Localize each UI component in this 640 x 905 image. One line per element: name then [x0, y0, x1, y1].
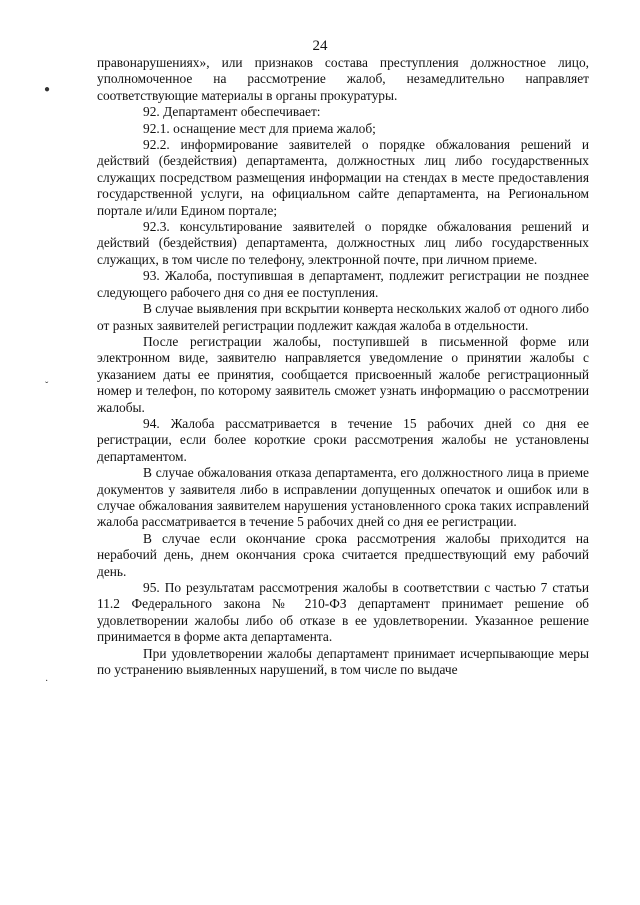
paragraph-92-1: 92.1. оснащение мест для приема жалоб;	[143, 120, 376, 136]
paragraph-continuation: правонарушениях», или признаков состава преступления должностное лицо, уполномоченное на рассмотрение жалоб, незамедлительно направляет соответствующие материалы в органы прокуратуры.	[97, 55, 589, 103]
paragraph-93-notification: После регистрации жалобы, поступившей в письменной форме или электронном виде, заявителю направляется уведомление о принятии жалобы с указанием даты ее принятия, сообщается присвоенный жалобе регистрационный номер и телефон, по которому заявитель сможет узнать информацию о рассмотрении жалобы.	[97, 333, 589, 415]
paragraph-93-multiple-complaints: В случае выявления при вскрытии конверта нескольких жалоб от одного либо от разных заявителей регистрации подлежит каждая жалоба в отдельности.	[97, 301, 589, 333]
scan-dot-mark: ·	[45, 676, 49, 687]
paragraph-92-2: 92.2. информирование заявителей о порядке обжалования решений и действий (бездействия) департамента, должностных лиц либо государственных служащих посредством размещения информации на стендах в месте предоставления государственной услуги, на официальном сайте департамента, на Региональном портале и/или Едином портале;	[97, 137, 589, 218]
paragraph-95-satisfaction: При удовлетворении жалобы департамент принимает исчерпывающие меры по устранению выявленных нарушений, в том числе по выдаче	[97, 645, 589, 678]
document-body	[97, 55, 589, 678]
paragraph-94-nonworking-day: В случае если окончание срока рассмотрения жалобы приходится на нерабочий день, днем окончания срока считается предшествующий ему рабочий день.	[97, 530, 589, 579]
paragraph-92-3: 92.3. консультирование заявителей о порядке обжалования решений и действий (бездействия) департамента, должностных лиц либо государственных служащих, в том числе по телефону, электронной почте, при личном приеме.	[97, 219, 589, 267]
paragraph-95: 95. По результатам рассмотрения жалобы в соответствии с частью 7 статьи 11.2 Федерального закона № 210-ФЗ департамент принимает решение об удовлетворении жалобы либо об отказе в ее удовлетворении. Указанное решение принимается в форме акта департамента.	[97, 580, 589, 645]
page-number: 24	[312, 38, 328, 54]
paragraph-93: 93. Жалоба, поступившая в департамент, подлежит регистрации не позднее следующего рабочего дня со дня ее поступления.	[97, 268, 589, 300]
paragraph-94-refusal: В случае обжалования отказа департамента, его должностного лица в приеме документов у заявителя либо в исправлении допущенных опечаток и ошибок или в случае обжалования заявителем нарушения установленного срока таких исправлений жалоба рассматривается в течение 5 рабочих дней со дня ее регистрации.	[97, 465, 589, 530]
scan-dot-mark: ˇ	[45, 381, 49, 392]
paragraph-94: 94. Жалоба рассматривается в течение 15 рабочих дней со дня ее регистрации, если более короткие сроки рассмотрения жалобы не установлены департаментом.	[97, 415, 589, 464]
scan-dot-mark: ●	[44, 84, 51, 95]
paragraph-92: 92. Департамент обеспечивает:	[143, 104, 321, 120]
